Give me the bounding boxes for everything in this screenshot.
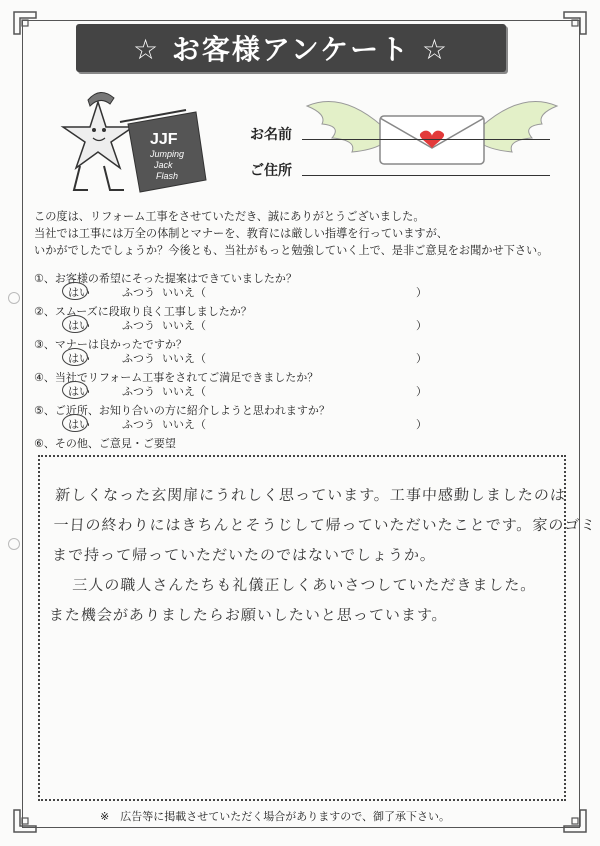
- comment-line: 新しくなった玄関扉にうれしく思っています。工事中感動しましたのは: [54, 486, 567, 504]
- comment-line: まで持って帰っていただいたのではないでしょうか。: [51, 546, 437, 564]
- option-yes[interactable]: はい: [68, 286, 90, 299]
- option-close-paren: ）: [416, 286, 427, 299]
- option-close-paren: ）: [416, 319, 427, 332]
- mascot-illustration: [58, 82, 218, 202]
- option-no[interactable]: いいえ（: [162, 352, 206, 365]
- page-title: ☆ お客様アンケート ☆: [132, 33, 450, 66]
- question-item: [34, 369, 574, 402]
- corner-ornament: [12, 10, 38, 36]
- answer-options: [68, 317, 206, 333]
- option-yes[interactable]: はい: [68, 319, 90, 332]
- question-text: ③、マナーは良かったですか？: [34, 338, 187, 351]
- answer-options: [68, 350, 206, 366]
- selection-circle: [62, 381, 88, 399]
- selection-circle: [62, 282, 88, 300]
- option-normal[interactable]: ふつう: [122, 286, 155, 299]
- comment-line: 一日の終わりにはきちんとそうじして帰っていただいたことです。家のゴミ: [53, 516, 597, 534]
- question-item: [34, 336, 574, 369]
- address-label: ご住所: [250, 163, 292, 179]
- question-text: ⑤、ご近所、お知り合いの方に紹介しようと思われますか？: [34, 404, 330, 417]
- option-no[interactable]: いいえ（: [162, 286, 206, 299]
- selection-circle: [62, 414, 88, 432]
- option-yes[interactable]: はい: [68, 385, 90, 398]
- option-no[interactable]: いいえ（: [162, 418, 206, 431]
- handwritten-comment: [48, 480, 597, 630]
- logo-word: Flash: [156, 171, 179, 181]
- question-6-text: ⑥、その他、ご意見・ご要望: [34, 437, 176, 450]
- option-normal[interactable]: ふつう: [122, 352, 155, 365]
- answer-options: [68, 383, 206, 399]
- question-item: [34, 303, 574, 336]
- question-text: ④、当社でリフォーム工事をされてご満足できましたか？: [34, 371, 319, 384]
- option-close-paren: ）: [416, 385, 427, 398]
- question-text: ①、お客様の希望にそった提案はできていましたか？: [34, 272, 297, 285]
- option-normal[interactable]: ふつう: [122, 418, 155, 431]
- comment-line: 三人の職人さんたちも礼儀正しくあいさつしていただきました。: [71, 576, 537, 594]
- name-field: [250, 108, 550, 144]
- footnote: ※ 広告等に掲載させていただく場合がありますので、御了承下さい。: [100, 810, 450, 823]
- customer-info-form: [250, 108, 550, 180]
- logo-jjf: JJF: [150, 131, 178, 148]
- name-line[interactable]: [302, 138, 550, 140]
- option-normal[interactable]: ふつう: [122, 319, 155, 332]
- address-field: [250, 144, 550, 180]
- intro-line: この度は、リフォーム工事をさせていただき、誠にありがとうございました。: [34, 210, 425, 223]
- question-list: [34, 270, 574, 450]
- selection-circle: [62, 315, 88, 333]
- logo-word: Jack: [154, 160, 173, 170]
- option-yes[interactable]: はい: [68, 418, 90, 431]
- address-line[interactable]: [302, 174, 550, 176]
- option-no[interactable]: いいえ（: [162, 385, 206, 398]
- punch-hole: [8, 538, 20, 550]
- intro-line: 当社では工事には万全の体制とマナーを、教育には厳しい指導を行っていますが、: [34, 227, 448, 240]
- question-item: [34, 270, 574, 303]
- title-banner: [76, 24, 506, 72]
- corner-ornament: [562, 10, 588, 36]
- option-close-paren: ）: [416, 352, 427, 365]
- intro-line: いかがでしたでしょうか？今後とも、当社がもっと勉強していく上で、是非ご意見をお聞かせ下さい。: [34, 244, 549, 257]
- answer-options: [68, 284, 206, 300]
- option-yes[interactable]: はい: [68, 352, 90, 365]
- corner-ornament: [562, 808, 588, 834]
- name-label: お名前: [250, 127, 292, 143]
- comment-line: また機会がありましたらお願いしたいと思っています。: [48, 606, 449, 624]
- corner-ornament: [12, 808, 38, 834]
- question-item: [34, 402, 574, 435]
- option-close-paren: ）: [416, 418, 427, 431]
- selection-circle: [62, 348, 88, 366]
- question-text: ②、スムーズに段取り良く工事しましたか？: [34, 305, 252, 318]
- intro-text: [34, 208, 574, 259]
- option-no[interactable]: いいえ（: [162, 319, 206, 332]
- option-normal[interactable]: ふつう: [122, 385, 155, 398]
- punch-hole: [8, 292, 20, 304]
- answer-options: [68, 416, 206, 432]
- logo-word: Jumping: [150, 149, 185, 159]
